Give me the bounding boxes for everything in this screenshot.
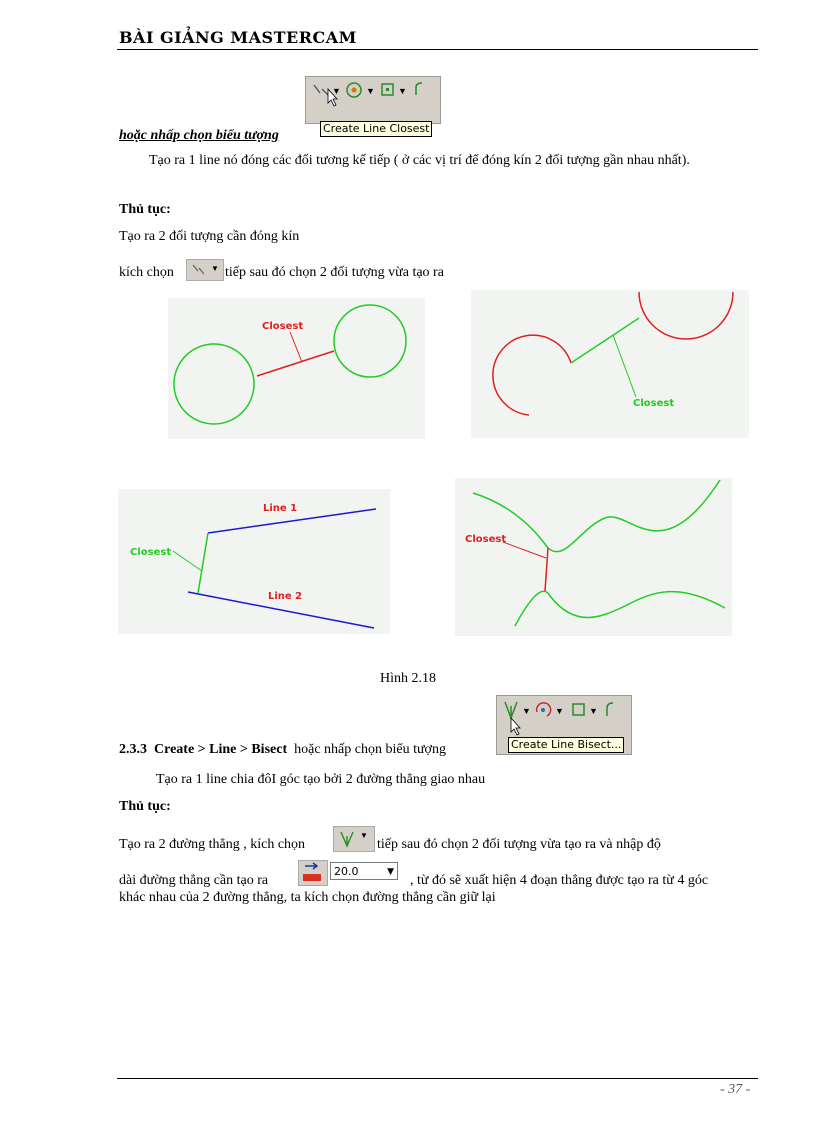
line-2-label: Line 2 bbox=[268, 591, 303, 602]
fillet-icon bbox=[416, 83, 422, 95]
svg-text:▼: ▼ bbox=[211, 264, 219, 273]
line-1-label: Line 1 bbox=[263, 503, 298, 514]
bisect-description: Tạo ra 1 line chia đôI góc tạo bởi 2 đường thẳng giao nhau bbox=[156, 772, 486, 787]
line-closest-icon bbox=[314, 85, 328, 95]
tooltip-create-line-closest: Create Line Closest bbox=[320, 121, 432, 137]
upper-curve bbox=[473, 480, 720, 552]
closest-description bbox=[119, 151, 757, 170]
cursor-icon-2 bbox=[511, 718, 520, 735]
dropdown-arrow-icon-2: ▼ bbox=[366, 86, 375, 96]
procedure-step-2-before: kích chọn bbox=[119, 265, 174, 280]
procedure-label: Thủ tục: bbox=[119, 202, 171, 217]
label-leader-2 bbox=[613, 335, 636, 397]
closest-description-text: Tạo ra 1 line nó đóng các đối tương kế tiếp ( ở các vị trí để đóng kín 2 đối tượng gần nhau nhất). bbox=[149, 153, 690, 168]
closest-line-4 bbox=[545, 548, 548, 591]
length-input[interactable] bbox=[330, 862, 398, 880]
fillet-icon-2 bbox=[607, 703, 613, 716]
dropdown-arrow-icon: ▼ bbox=[332, 86, 341, 96]
left-arc bbox=[493, 335, 571, 415]
bisect-step-2-after: , từ đó sẽ xuất hiện 4 đoạn thẳng được tạo ra từ 4 góc bbox=[410, 873, 709, 888]
bisect-heading bbox=[119, 740, 446, 759]
line-bisect-icon bbox=[505, 702, 517, 718]
svg-text:▼: ▼ bbox=[555, 706, 564, 716]
lower-curve bbox=[515, 591, 725, 626]
tooltip-create-line-bisect: Create Line Bisect... bbox=[508, 737, 624, 753]
square-point-icon-2 bbox=[573, 704, 584, 715]
line-closest-button[interactable] bbox=[186, 259, 224, 281]
closest-label-2: Closest bbox=[633, 398, 675, 409]
procedure-label-2: Thủ tục: bbox=[119, 799, 171, 814]
closest-line bbox=[257, 351, 334, 376]
icon-link-text[interactable]: hoặc nhấp chọn biểu tượng bbox=[119, 128, 279, 143]
procedure-step-1: Tạo ra 2 đối tượng cần đóng kín bbox=[119, 229, 300, 244]
circle-target-icon bbox=[347, 83, 361, 97]
figure-two-circles bbox=[168, 298, 425, 439]
bisect-step-1-after: tiếp sau đó chọn 2 đối tượng vừa tạo ra và nhập độ bbox=[377, 837, 661, 852]
length-value: 20.0 bbox=[334, 865, 359, 878]
header-divider bbox=[117, 49, 758, 50]
bisect-step-2-before: dài đường thẳng cần tạo ra bbox=[119, 873, 269, 888]
figure-two-lines bbox=[118, 489, 390, 634]
closest-label: Closest bbox=[262, 321, 304, 332]
heading-suffix: hoặc nhấp chọn biểu tượng bbox=[294, 742, 446, 757]
label-leader-3 bbox=[173, 551, 202, 571]
dropdown-arrow-icon-3: ▼ bbox=[398, 86, 407, 96]
closest-label-4: Closest bbox=[465, 534, 507, 545]
length-icon bbox=[299, 861, 327, 885]
right-arc bbox=[639, 292, 733, 339]
page-number: - 37 - bbox=[720, 1082, 751, 1097]
svg-text:▼: ▼ bbox=[522, 706, 531, 716]
header-title: BÀI GIẢNG MASTERCAM bbox=[119, 28, 357, 47]
figure-caption: Hình 2.18 bbox=[380, 671, 436, 686]
bisect-step-3: khác nhau của 2 đường thẳng, ta kích chọn đường thẳng cần giữ lại bbox=[119, 890, 496, 905]
line-bisect-icon-small bbox=[334, 827, 374, 851]
bisect-step-1-before: Tạo ra 2 đường thẳng , kích chọn bbox=[119, 837, 306, 852]
line-bisect-button[interactable] bbox=[333, 826, 375, 852]
label-leader-4 bbox=[503, 542, 546, 558]
heading-number: 2.3.3 bbox=[119, 742, 147, 757]
procedure-step-2-after: tiếp sau đó chọn 2 đối tượng vừa tạo ra bbox=[225, 265, 444, 280]
closest-line-3 bbox=[198, 533, 208, 593]
figure-two-curves bbox=[455, 478, 732, 636]
left-circle bbox=[174, 344, 254, 424]
svg-text:▼: ▼ bbox=[589, 706, 598, 716]
closest-toolbar[interactable] bbox=[305, 76, 441, 124]
closest-label-3: Closest bbox=[130, 547, 172, 558]
length-icon-button[interactable] bbox=[298, 860, 328, 886]
square-point-icon bbox=[382, 84, 393, 95]
dropdown-arrow-icon-small[interactable]: ▼ bbox=[387, 867, 394, 877]
label-leader bbox=[290, 332, 302, 362]
heading-title: Create > Line > Bisect bbox=[154, 742, 288, 757]
right-circle bbox=[334, 305, 406, 377]
closest-line-2 bbox=[571, 318, 639, 363]
svg-text:▼: ▼ bbox=[360, 831, 368, 840]
line-closest-icon-small bbox=[187, 260, 223, 280]
toolbar-icons bbox=[306, 77, 440, 123]
figure-two-arcs bbox=[471, 290, 749, 438]
footer-divider bbox=[117, 1078, 758, 1079]
